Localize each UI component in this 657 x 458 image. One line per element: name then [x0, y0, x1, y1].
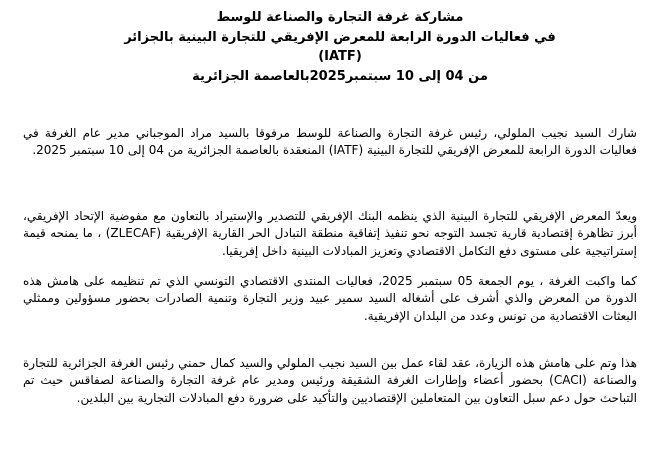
- title-line-1: مشاركة غرفة التجارة والصناعة للوسط: [216, 10, 464, 25]
- title-line-4: من 04 إلى 10 سبتمبر2025بالعاصمة الجزائرية: [192, 68, 488, 84]
- title-line-3: (IATF): [318, 49, 362, 64]
- paragraph-2: ويعدّ المعرض الإفريقي للتجارة البينية الذي ينظمه البنك الإفريقي للتصدير والإستيراد بالتعاون مع مفوضية الإتحاد الإفريقي، أبرز تظاهرة إقتصادية قارية تجسد التوجه نحو تنفيذ إتفاقية منطقة التبادل الحر القارية الإفريقية (ZLECAF) ، ما يمنحه قيمة إستراتيجية على مستوى دفع التكامل الاقتصادي وتعزيز المبادلات البينية داخل إفريقيا.: [23, 209, 637, 258]
- paragraph-1: شارك السيد نجيب الملولي، رئيس غرفة التجارة والصناعة للوسط مرفوقا بالسيد مراد الموجباني مدير عام الغرفة في فعاليات الدورة الرابعة للمعرض الإفريقي للتجارة البينية (IATF) المنعقدة بالعاصمة الجزائرية من 04 إلى 10 سبتمبر 2025.: [23, 126, 637, 158]
- title-line-2: في فعاليات الدورة الرابعة للمعرض الإفريقي للتجارة البينية بالجزائر: [124, 29, 556, 45]
- paragraph-3: كما واكبت الغرفة ، يوم الجمعة 05 سبتمبر 2025، فعاليات المنتدى الاقتصادي التونسي الذي تم تنظيمه على هامش هذه الدورة من المعرض والذي أشرف على أشغاله السيد سمير عبيد وزير التجارة وتنمية الصادرات بحضور مسؤولين وممثلي البعثات الاقتصادية من تونس وعدد من البلدان الإفريقية.: [23, 274, 638, 323]
- paragraph-4: هذا وتم على هامش هذه الزيارة، عقد لقاء عمل بين السيد نجيب الملولي والسيد كمال حمني رئيس الغرفة الجزائرية للتجارة والصناعة (CACI) بحضور أعضاء وإطارات الغرفة الشقيقة ورئيس ومدير عام غرفة التجارة والصناعة لصفاقس حيث تم التباحث حول دعم سبل التعاون بين المتعاملين الإقتصاديين والتأكيد على ضرورة دفع المبادلات التجارية بين البلدين.: [23, 356, 637, 405]
- document-title: [90, 8, 590, 86]
